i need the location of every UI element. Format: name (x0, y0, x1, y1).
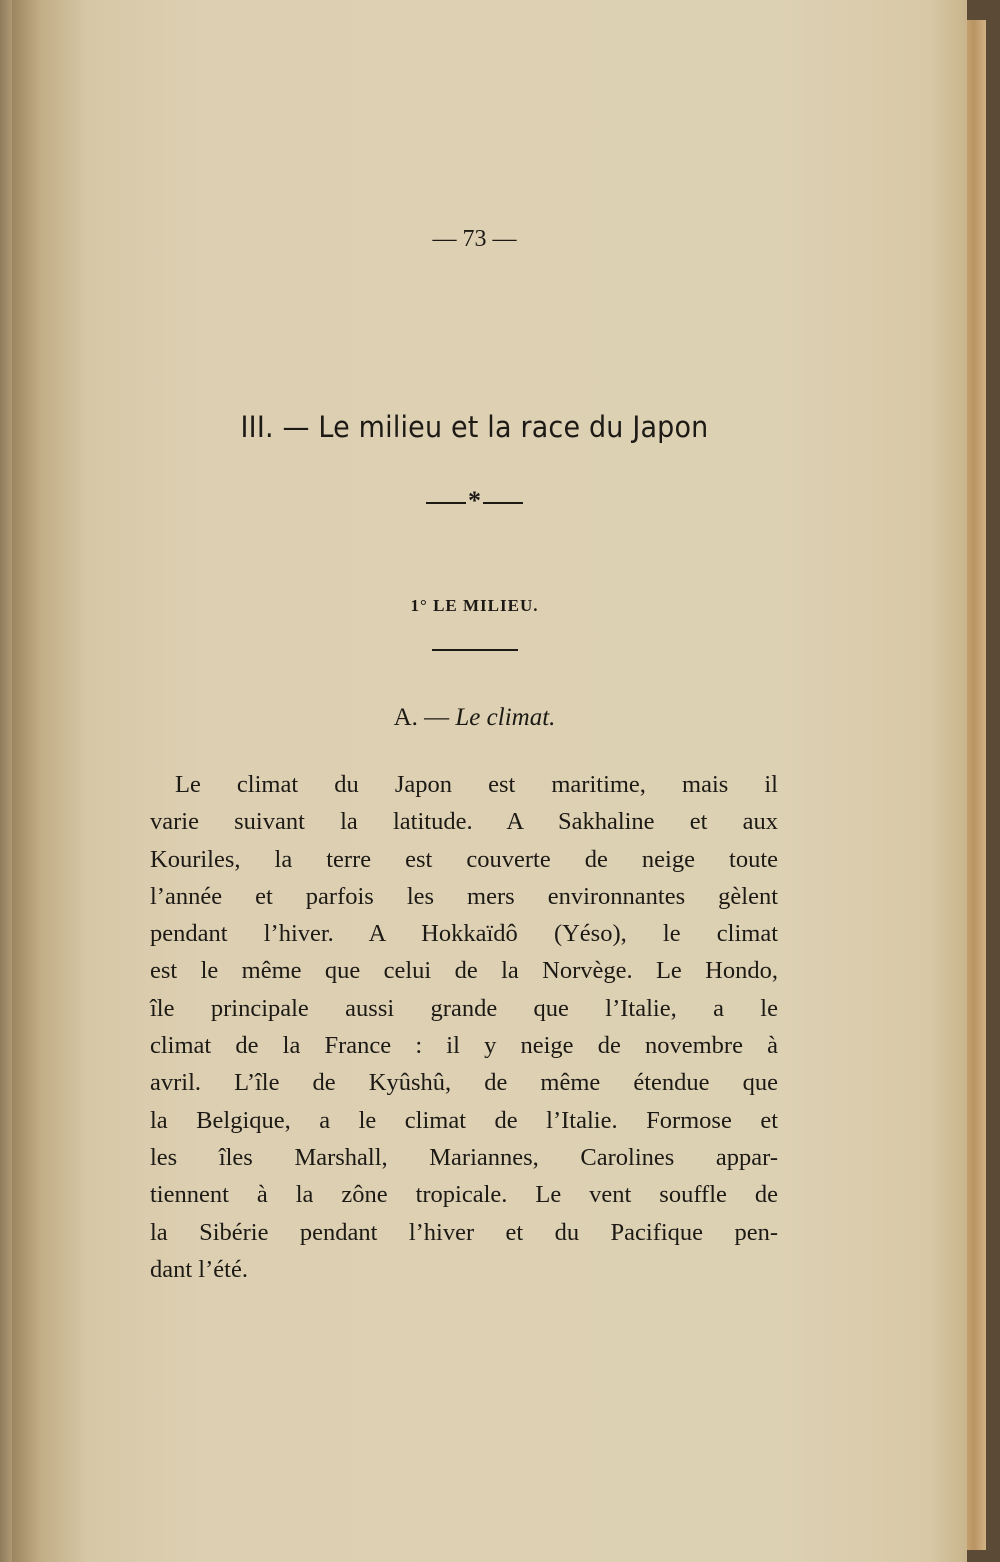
section-heading: 1° LE MILIEU. (410, 596, 539, 615)
paragraph-line: île principale aussi grande que l’Italie, a le (150, 994, 778, 1022)
paragraph-line: Kouriles, la terre est couverte de neige toute (150, 845, 778, 873)
paragraph-line: dant l’été. (150, 1255, 248, 1283)
paragraph-line: l’année et parfois les mers environnantes gèlent (150, 882, 778, 910)
paragraph-line: les îles Marshall, Mariannes, Carolines appar- (150, 1143, 778, 1171)
paragraph-line: tiennent à la zône tropicale. Le vent souffle de (150, 1181, 778, 1209)
paragraph-line: la Belgique, a le climat de l’Italie. Formose et (150, 1106, 778, 1134)
page-number: — 73 — (432, 226, 517, 252)
paragraph-line: est le même que celui de la Norvège. Le Hondo, (150, 957, 778, 985)
subsection-heading (12, 704, 937, 732)
subsection-letter: A. — (393, 704, 450, 731)
paragraph-line: varie suivant la latitude. A Sakhaline et aux (150, 808, 778, 836)
subsection-title: Le climat. (455, 704, 556, 731)
section-rule (432, 649, 518, 651)
chapter-title: III. — Le milieu et la race du Japon (240, 410, 709, 444)
asterisk-ornament: * (468, 486, 481, 515)
paragraph-line: pendant l’hiver. A Hokkaïdô (Yéso), le climat (150, 920, 778, 948)
paragraph-line: avril. L’île de Kyûshû, de même étendue que (150, 1069, 778, 1097)
separator-ornament (12, 486, 937, 516)
paragraph-line: la Sibérie pendant l’hiver et du Pacifique pen- (150, 1218, 778, 1246)
book-page (12, 0, 967, 1562)
paragraph-line: Le climat du Japon est maritime, mais il (175, 771, 778, 798)
paragraph-line: climat de la France : il y neige de novembre à (150, 1032, 778, 1060)
body-paragraph (150, 766, 778, 1288)
